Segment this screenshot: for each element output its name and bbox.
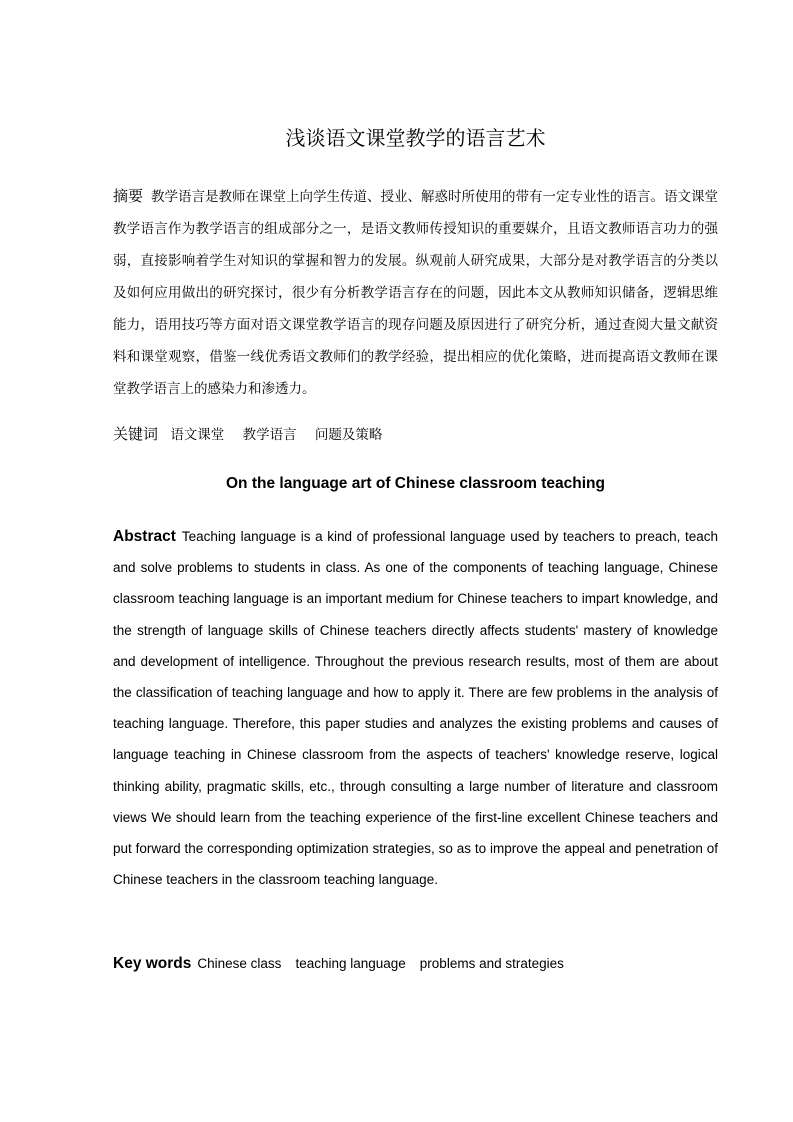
english-keywords [113,950,718,978]
chinese-keywords-label: 关键词 [113,425,159,443]
chinese-keywords [113,418,718,451]
chinese-abstract [113,180,718,405]
english-keyword: Chinese class [197,956,282,971]
chinese-keyword: 语文课堂 [170,427,225,443]
english-keywords-label: Key words [113,955,192,972]
chinese-keyword: 教学语言 [242,427,297,443]
english-abstract-label: Abstract [113,528,176,545]
chinese-keyword: 问题及策略 [314,427,383,443]
english-title: On the language art of Chinese classroom teaching [226,475,605,492]
english-keyword: teaching language [295,956,406,971]
english-abstract-text: Teaching language is a kind of professional language used by teachers to preach, teach and solve problems to students in class. As one of the components of teaching language, Chinese classroom teaching language is an important medium for Chinese teachers to impart knowledge, and the strength of language skills of Chinese teachers directly affects students' mastery of knowledge and development of intelligence. Throughout the previous research results, most of them are about the classification of teaching language and how to apply it. There are few problems in the analysis of teaching language. Therefore, this paper studies and analyzes the existing problems and causes of language teaching in Chinese classroom from the aspects of teachers' knowledge reserve, logical thinking ability, pragmatic skills, etc., through consulting a large number of literature and classroom views We should learn from the teaching experience of the first-line excellent Chinese teachers and put forward the corresponding optimization strategies, so as to improve the appeal and penetration of Chinese teachers in the classroom teaching language. [113,529,718,888]
chinese-abstract-text: 教学语言是教师在课堂上向学生传道、授业、解惑时所使用的带有一定专业性的语言。语文课堂教学语言作为教学语言的组成部分之一，是语文教师传授知识的重要媒介，且语文教师语言功力的强弱，直接影响着学生对知识的掌握和智力的发展。纵观前人研究成果，大部分是对教学语言的分类以及如何应用做出的研究探讨，很少有分析教学语言存在的问题，因此本文从教师知识储备，逻辑思维能力，语用技巧等方面对语文课堂教学语言的现存问题及原因进行了研究分析，通过查阅大量文献资料和课堂观察，借鉴一线优秀语文教师们的教学经验，提出相应的优化策略，进而提高语文教师在课堂教学语言上的感染力和渗透力。 [113,189,719,397]
english-keyword: problems and strategies [419,956,564,971]
english-abstract [113,521,718,895]
chinese-title: 浅谈语文课堂教学的语言艺术 [285,126,546,150]
chinese-abstract-label: 摘要 [113,187,144,205]
